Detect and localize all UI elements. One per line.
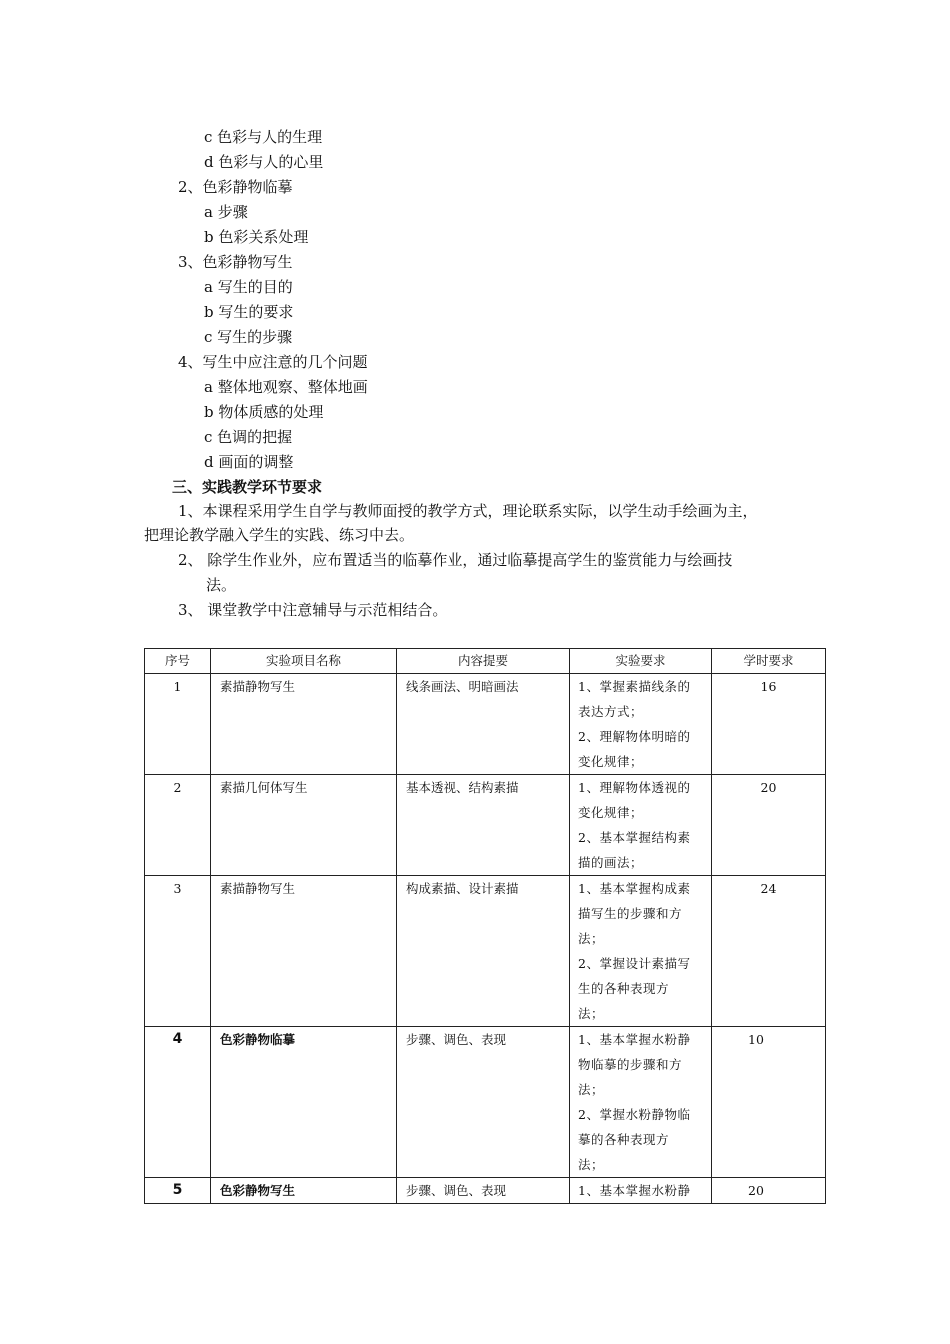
requirement-line: 法；: [578, 1157, 605, 1172]
table-header-row: [145, 649, 826, 674]
outline-item: c 写生的步骤: [204, 328, 293, 346]
cell-content: 步骤、调色、表现: [397, 1178, 570, 1204]
cell-project-name: 色彩静物临摹: [211, 1027, 397, 1178]
outline-item: b 色彩关系处理: [204, 228, 309, 246]
table-row: [145, 775, 826, 876]
cell-project-name: 色彩静物写生: [211, 1178, 397, 1204]
cell-index: 2: [145, 775, 211, 876]
requirement-line: 变化规律；: [578, 805, 644, 820]
table-row: [145, 1027, 826, 1178]
outline-item: a 整体地观察、整体地画: [204, 378, 368, 396]
cell-index: 5: [145, 1178, 211, 1204]
outline-item: c 色彩与人的生理: [204, 128, 323, 146]
table-row: [145, 674, 826, 775]
cell-index: 1: [145, 674, 211, 775]
paragraph-3: 3、 课堂教学中注意辅导与示范相结合。: [178, 601, 448, 619]
outline-item: a 步骤: [204, 203, 248, 221]
requirement-line: 变化规律；: [578, 754, 644, 769]
table-row: [145, 1178, 826, 1204]
section-heading: 三、实践教学环节要求: [172, 478, 323, 496]
cell-requirements: [570, 775, 712, 876]
outline-item: d 色彩与人的心里: [204, 153, 324, 171]
paragraph-2-line-2: 法。: [206, 576, 237, 594]
cell-index: 3: [145, 876, 211, 1027]
paragraph-1-line-2: 把理论教学融入学生的实践、练习中去。: [144, 526, 415, 544]
requirement-line: 表达方式；: [578, 704, 644, 719]
outline-item: c 色调的把握: [204, 428, 293, 446]
header-hours: 学时要求: [712, 649, 826, 674]
experiment-table: [144, 648, 826, 1204]
header-content: 内容提要: [397, 649, 570, 674]
requirement-line: 法；: [578, 931, 605, 946]
header-requirements: 实验要求: [570, 649, 712, 674]
requirement-line: 描写生的步骤和方: [578, 906, 683, 921]
cell-hours: 16: [712, 674, 826, 775]
requirement-line: 描的画法；: [578, 855, 644, 870]
outline-item: 4、写生中应注意的几个问题: [178, 353, 368, 371]
outline-item: 3、色彩静物写生: [178, 253, 293, 271]
requirement-line: 法；: [578, 1006, 605, 1021]
cell-hours: 20: [712, 1178, 826, 1204]
cell-content: 基本透视、结构素描: [397, 775, 570, 876]
requirement-line: 物临摹的步骤和方: [578, 1057, 683, 1072]
requirement-line: 1、掌握素描线条的: [578, 679, 691, 694]
outline-item: 2、色彩静物临摹: [178, 178, 293, 196]
cell-requirements: [570, 876, 712, 1027]
paragraph-2-line-1: 2、 除学生作业外，应布置适当的临摹作业，通过临摹提高学生的鉴赏能力与绘画技: [178, 551, 733, 569]
requirement-line: 2、掌握设计素描写: [578, 956, 691, 971]
cell-hours: 10: [712, 1027, 826, 1178]
cell-project-name: 素描静物写生: [211, 876, 397, 1027]
cell-hours: 24: [712, 876, 826, 1027]
paragraph-1-line-1: 1、本课程采用学生自学与教师面授的教学方式，理论联系实际，以学生动手绘画为主，: [178, 502, 758, 520]
outline-item: d 画面的调整: [204, 453, 294, 471]
requirement-line: 1、基本掌握水粉静: [578, 1032, 691, 1047]
cell-requirements: [570, 1027, 712, 1178]
cell-content: 线条画法、明暗画法: [397, 674, 570, 775]
cell-hours: 20: [712, 775, 826, 876]
cell-requirements: [570, 674, 712, 775]
cell-project-name: 素描几何体写生: [211, 775, 397, 876]
header-project-name: 实验项目名称: [211, 649, 397, 674]
outline-item: b 写生的要求: [204, 303, 294, 321]
requirement-line: 1、理解物体透视的: [578, 780, 691, 795]
outline-item: b 物体质感的处理: [204, 403, 324, 421]
requirement-line: 摹的各种表现方: [578, 1132, 670, 1147]
cell-requirements: [570, 1178, 712, 1204]
outline-item: a 写生的目的: [204, 278, 293, 296]
requirement-line: 法；: [578, 1082, 605, 1097]
table-row: [145, 876, 826, 1027]
header-index: 序号: [145, 649, 211, 674]
requirement-line: 2、基本掌握结构素: [578, 830, 691, 845]
requirement-line: 2、掌握水粉静物临: [578, 1107, 691, 1122]
cell-content: 构成素描、设计素描: [397, 876, 570, 1027]
cell-project-name: 素描静物写生: [211, 674, 397, 775]
requirement-line: 生的各种表现方: [578, 981, 670, 996]
cell-content: 步骤、调色、表现: [397, 1027, 570, 1178]
requirement-line: 1、基本掌握构成素: [578, 881, 691, 896]
requirement-line: 1、基本掌握水粉静: [578, 1183, 691, 1198]
cell-index: 4: [145, 1027, 211, 1178]
requirement-line: 2、理解物体明暗的: [578, 729, 691, 744]
